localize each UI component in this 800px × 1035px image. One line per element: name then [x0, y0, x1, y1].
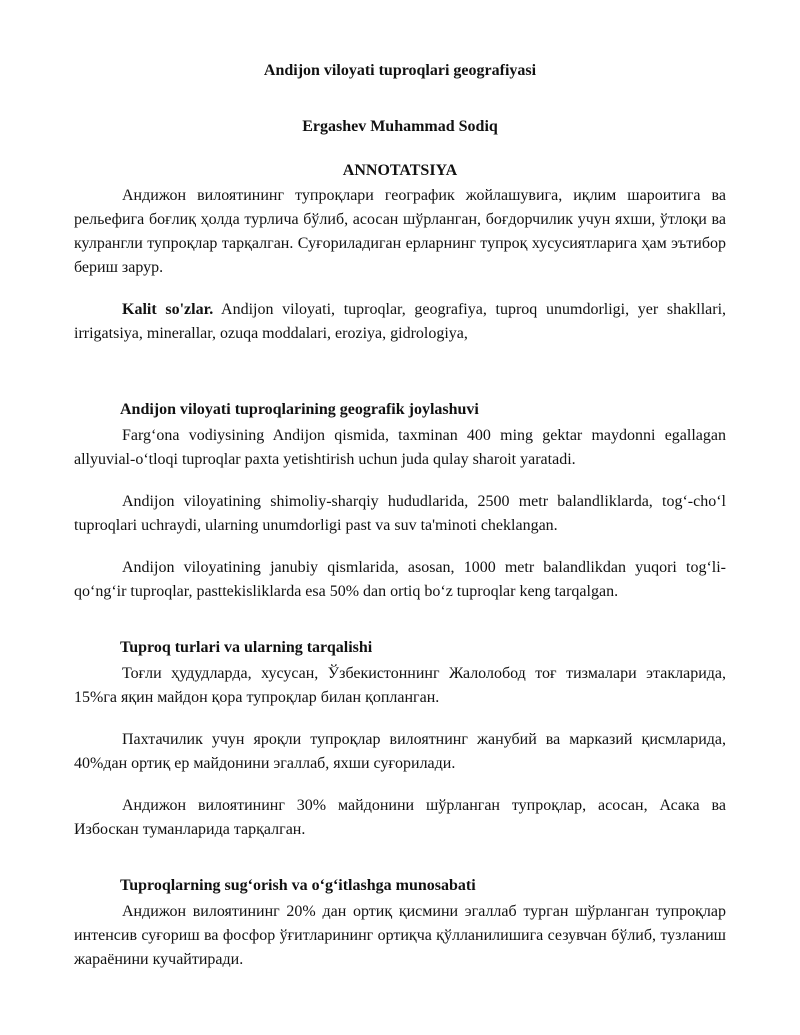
- author-name: Ergashev Muhammad Sodiq: [302, 118, 498, 135]
- paragraph: Пахтачилик учун яроқли тупроқлар вилоятнинг жанубий ва марказий қисмларида, 40%дан ортиқ ер майдонини эгаллаб, яхши суғорилади.: [74, 731, 726, 772]
- keywords-label: Kalit so'zlar.: [122, 301, 214, 318]
- paragraph: Тоғли ҳудудларда, хусусан, Ўзбекистоннинг Жалолобод тоғ тизмалари этакларида, 15%га яқин майдон қора тупроқлар билан қопланган.: [74, 665, 726, 706]
- paragraph: Farg‘ona vodiysining Andijon qismida, taxminan 400 ming gektar maydonni egallagan allyuvial-o‘tloqi tuproqlar paxta yetishtirish uchun juda qulay sharoit yaratadi.: [74, 427, 726, 468]
- section-heading-soil-types: Tuproq turlari va ularning tarqalishi: [120, 639, 373, 656]
- paragraph: Андижон вилоятининг 30% майдонини шўрланган тупроқлар, асосан, Асака ва Избоскан туманларида тарқалган.: [74, 797, 726, 838]
- paragraph: Андижон вилоятининг 20% дан ортиқ қисмини эгаллаб турган шўрланган тупроқлар интенсив суғориш ва фосфор ўғитларининг ортиқча қўлланилишига сезувчан бўлиб, тузланиш жараёнини кучайтиради.: [74, 903, 726, 968]
- annotation-text: Андижон вилоятининг тупроқлари географик жойлашувига, иқлим шароитига ва рельефига боғлиқ ҳолда турлича бўлиб, асосан шўрланган, боғдорчилик учун яхши, ўтлоқи ва кулрангли тупроқлар тарқалган. Суғориладиган ерларнинг тупроқ хусусиятларига ҳам эътибор бериш зарур.: [74, 187, 726, 276]
- paragraph: Andijon viloyatining janubiy qismlarida, asosan, 1000 metr balandlikdan yuqori tog‘li-qo‘ng‘ir tuproqlar, pasttekisliklarda esa 50% dan ortiq bo‘z tuproqlar keng tarqalgan.: [74, 559, 726, 600]
- keywords-paragraph: [74, 298, 726, 346]
- document-title: Andijon viloyati tuproqlari geografiyasi: [263, 62, 537, 79]
- paragraph: Andijon viloyatining shimoliy-sharqiy hududlarida, 2500 metr balandliklarda, tog‘-cho‘l tuproqlari uchraydi, ularning unumdorligi past va suv ta'minoti cheklangan.: [74, 493, 726, 534]
- section-heading-irrigation: Tuproqlarning sug‘orish va o‘g‘itlashga munosabati: [120, 877, 476, 894]
- section-heading-location: Andijon viloyati tuproqlarining geografik joylashuvi: [120, 401, 479, 418]
- annotation-heading: ANNOTATSIYA: [342, 162, 458, 179]
- keywords-text: Andijon viloyati, tuproqlar, geografiya, tuproq unumdorligi, yer shakllari, irrigatsiya, minerallar, ozuqa moddalari, eroziya, gidrologiya,: [74, 301, 727, 342]
